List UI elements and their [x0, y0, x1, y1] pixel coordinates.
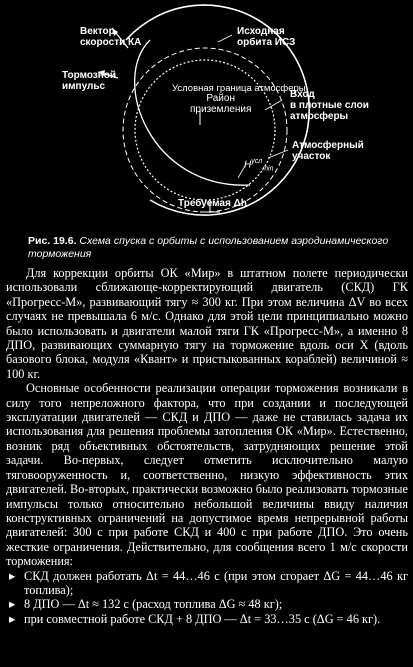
label-brake-impulse: Тормозной импульс — [62, 70, 117, 92]
pointer-entry — [265, 100, 282, 110]
bullet-list — [6, 569, 408, 627]
bullet-icon: ▸ — [9, 597, 16, 612]
label-initial-orbit: Исходная орбита ИСЗ — [237, 26, 296, 48]
label-h-min — [244, 156, 273, 174]
list-item — [6, 612, 408, 626]
label-atmospheric-segment: Атмосферный участок — [292, 140, 364, 162]
caption-number: Рис. 19.6. — [28, 235, 77, 247]
label-dense-layers-entry: Вход в плотные слои атмосферы — [290, 89, 369, 122]
list-item-text: при совместной работе СКД + 8 ДПО — Δt = 33…35 с (ΔG = 46 кг). — [24, 611, 381, 626]
figure-caption — [28, 235, 403, 260]
bullet-icon: ▸ — [9, 568, 16, 583]
figure-descent-scheme — [0, 0, 413, 232]
label-required-dh: Требуемая Δh — [178, 198, 247, 209]
h-min-sub: min — [262, 165, 274, 173]
body-text — [6, 266, 408, 626]
paragraph-1: Для коррекции орбиты ОК «Мир» в штатном полете периодически использовали сближающе-корректирующий двигатель (СКД) ГК «Прогресс-М», развивающий тягу ≈ 300 кг. При этом величина ΔV во всех случаях не превышала 6 м/с. Однако для этой цели принципиально можно было использовать и двигатели малой тяги ГК «Прогресс-М», а именно 8 ДПО, развивающих суммарную тягу на торможение вдоль оси X (вдоль базового блока, модуля «Квант» и пристыкованных кораблей) величиной ≈ 100 кг. — [6, 266, 408, 381]
label-velocity-vector: Вектор скорости КА — [80, 26, 142, 48]
label-landing-area: Район приземления — [190, 93, 252, 115]
list-item-text: 8 ДПО — Δt ≈ 132 с (расход топлива ΔG ≈ 48 кг); — [24, 597, 283, 612]
list-item-text: СКД должен работать Δt = 44…46 с (при этом сгорает ΔG = 44…46 кг топлива); — [24, 568, 408, 597]
label-atmosphere-boundary: Условная граница атмосферы — [172, 83, 306, 94]
pointer-orbit — [218, 35, 232, 42]
list-item — [6, 597, 408, 611]
h-min-sup: усл — [251, 158, 263, 165]
bullet-icon: ▸ — [9, 611, 16, 626]
paragraph-2: Основные особенности реализации операции торможения возникали в силу того непреложного фактора, что при создании и последующей эксплуатации двигателей — СКД и ДПО — даже не ставилась задача их использования для решения проблемы затопления ОК «Мир». Естественно, возник ряд объективных обстоятельств, затрудняющих решение этой задачи. Во-первых, следует отметить исключительно малую тяговооруженность и, соответственно, низкую эффективность этих двигателей. Во-вторых, практически возможно было реализовать тормозные импульсы только относительно небольшой величины ввиду наличия конструктивных ограничений на допустимое время непрерывной работы двигателей: 300 с при работе СКД и 400 с при работе ДПО. Это очень жесткие ограничения. Действительно, для сообщения всего 1 м/с скорости торможения: — [6, 381, 408, 569]
list-item — [6, 569, 408, 598]
h-min-symbol: H — [244, 159, 252, 171]
caption-text: Схема спуска с орбиты с использованием аэродинамического торможения — [28, 235, 389, 260]
